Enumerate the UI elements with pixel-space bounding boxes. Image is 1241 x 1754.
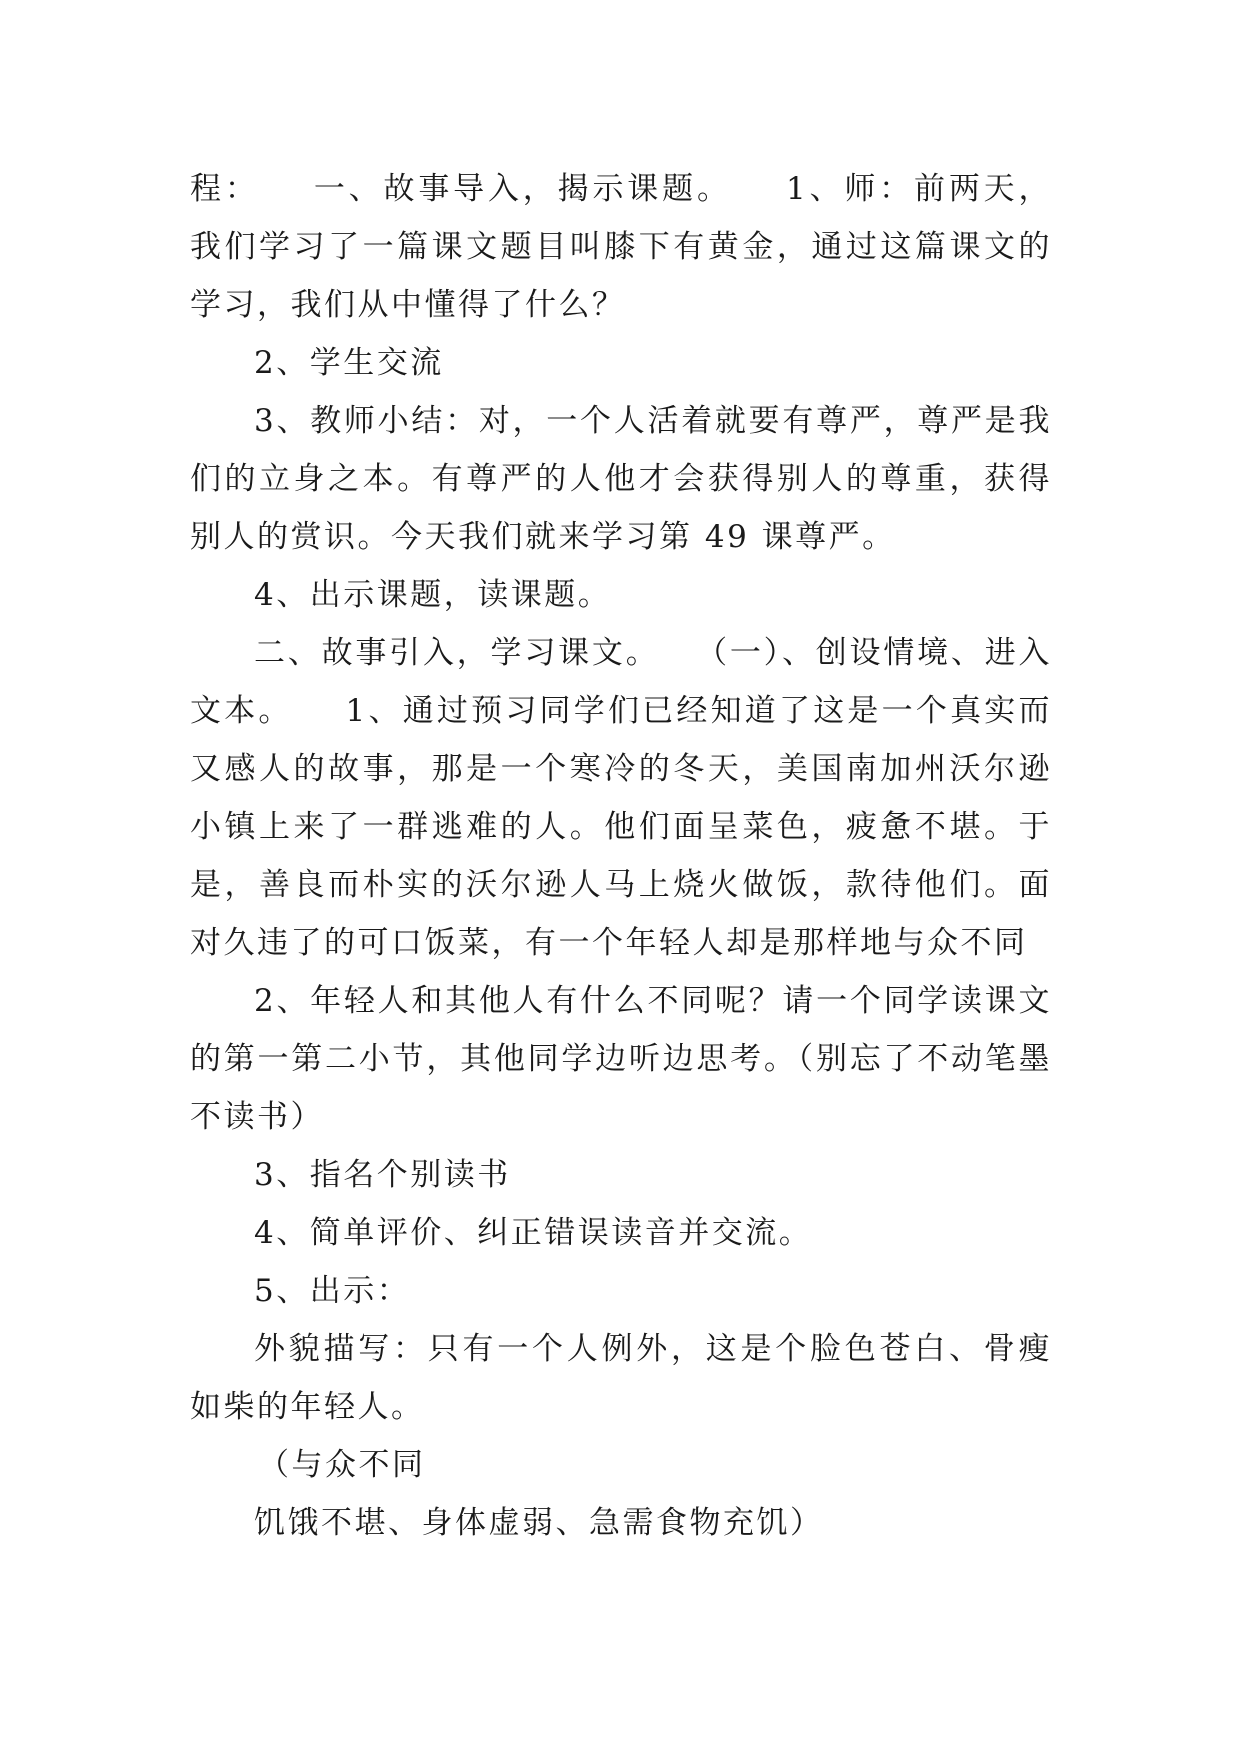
paragraph-note-close: 饥饿不堪、身体虚弱、急需食物充饥）: [254, 1505, 824, 1541]
paragraph-note-open: （与众不同: [258, 1447, 426, 1483]
document-page: [190, 160, 1052, 1552]
paragraph-evaluate: 4、简单评价、纠正错误读音并交流。: [254, 1215, 813, 1251]
paragraph-step-2: 2、学生交流: [254, 345, 444, 381]
paragraph-step-4: 4、出示课题，读课题。: [254, 577, 612, 613]
paragraph-step-3: 3、教师小结：对，一个人活着就要有尊严，尊严是我们的立身之本。有尊严的人他才会获得别人的尊重，获得别人的赏识。今天我们就来学习第 49 课尊严。: [190, 403, 1052, 555]
paragraph-intro: 程： 一、故事导入，揭示课题。 1、师：前两天，我们学习了一篇课文题目叫膝下有黄金，通过这篇课文的学习，我们从中懂得了什么？: [190, 171, 1052, 323]
paragraph-section-2: 二、故事引入，学习课文。 （一）、创设情境、进入文本。 1、通过预习同学们已经知道了这是一个真实而又感人的故事，那是一个寒冷的冬天，美国南加州沃尔逊小镇上来了一群逃难的人。他们面呈菜色，疲惫不堪。于是，善良而朴实的沃尔逊人马上烧火做饭，款待他们。面对久违了的可口饭菜，有一个年轻人却是那样地与众不同: [190, 635, 1052, 961]
paragraph-read-aloud: 3、指名个别读书: [254, 1157, 511, 1193]
paragraph-question: 2、年轻人和其他人有什么不同呢？请一个同学读课文的第一第二小节，其他同学边听边思考。（别忘了不动笔墨不读书）: [190, 983, 1052, 1135]
paragraph-show: 5、出示：: [254, 1273, 411, 1309]
paragraph-appearance: 外貌描写：只有一个人例外，这是个脸色苍白、骨瘦如柴的年轻人。: [190, 1331, 1052, 1425]
